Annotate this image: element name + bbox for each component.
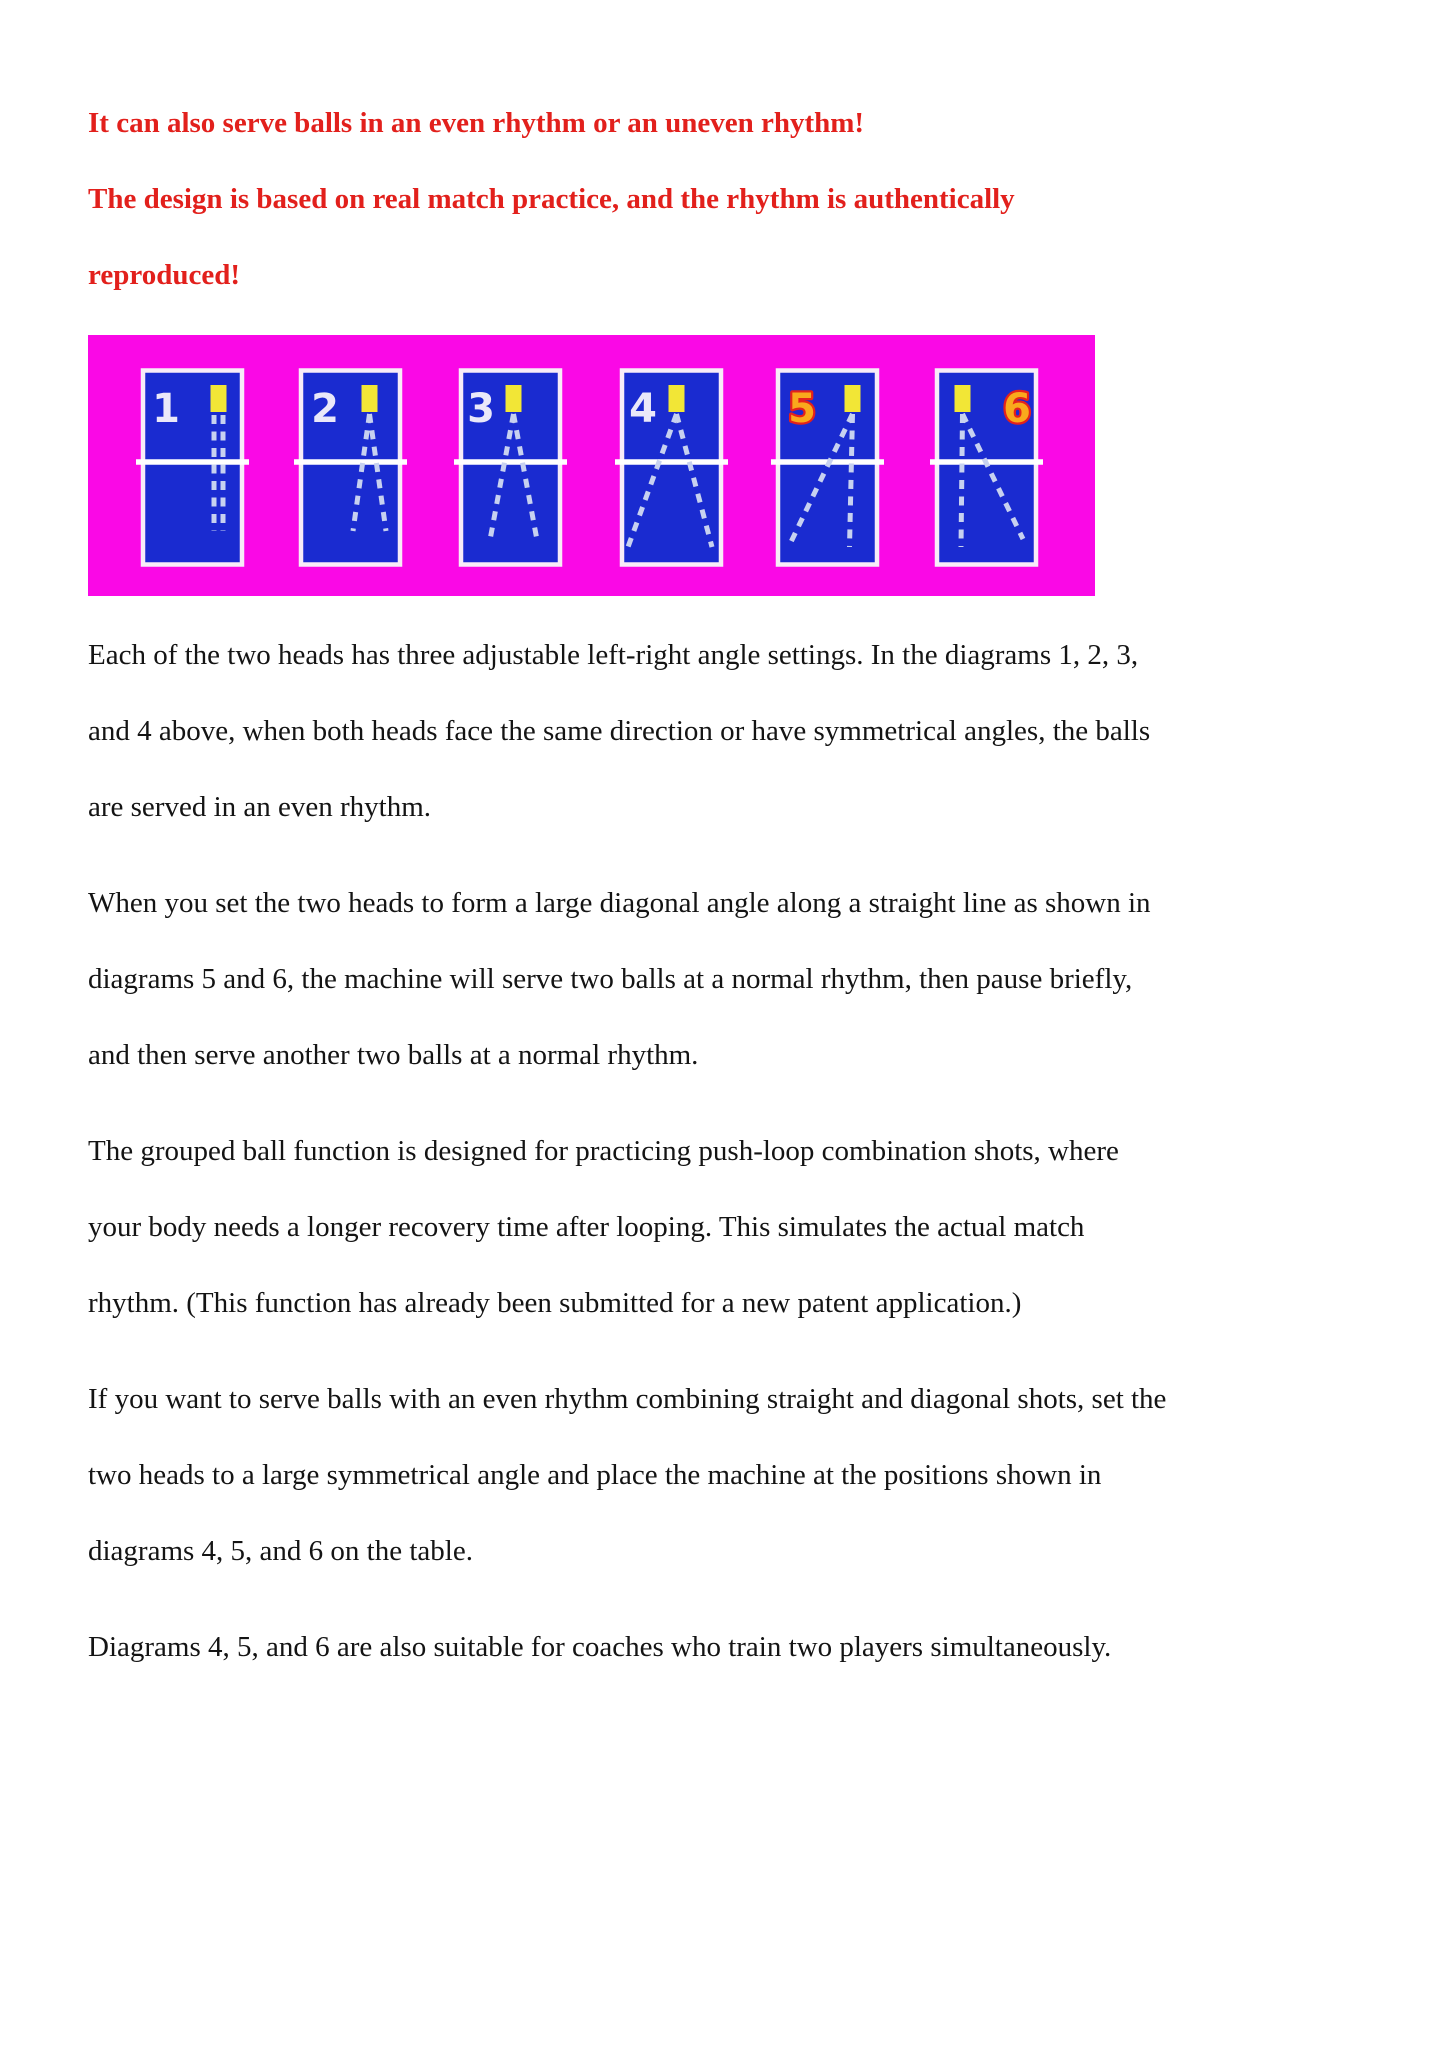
text-line: diagrams 4, 5, and 6 on the table. <box>88 1535 473 1567</box>
intro-heading <box>88 85 1445 313</box>
body-paragraph-4 <box>88 1361 1445 1589</box>
body-paragraph-3 <box>88 1113 1445 1341</box>
machine-marker <box>669 385 685 412</box>
text-line: reproduced! <box>88 259 240 291</box>
text-line: The grouped ball function is designed for practicing push-loop combination shots, where <box>88 1135 1119 1167</box>
text-line: your body needs a longer recovery time after looping. This simulates the actual match <box>88 1211 1085 1243</box>
serve-diagram-1 <box>136 368 249 567</box>
machine-marker <box>955 385 971 412</box>
machine-marker <box>506 385 522 412</box>
serve-diagram-6 <box>930 368 1043 567</box>
serve-pattern-figure <box>88 335 1095 596</box>
text-line: and 4 above, when both heads face the same direction or have symmetrical angles, the balls <box>88 715 1151 747</box>
heading-paragraph-1 <box>88 85 1445 161</box>
text-line: two heads to a large symmetrical angle and place the machine at the positions shown in <box>88 1459 1102 1491</box>
body-paragraph-2 <box>88 865 1445 1093</box>
serve-diagram-5 <box>771 368 884 567</box>
serve-diagram-4 <box>615 368 728 567</box>
machine-marker <box>211 385 227 412</box>
machine-marker <box>362 385 378 412</box>
body-paragraph-5 <box>88 1609 1445 1685</box>
text-line: diagrams 5 and 6, the machine will serve two balls at a normal rhythm, then pause briefly, <box>88 963 1133 995</box>
text-line: rhythm. (This function has already been submitted for a new patent application.) <box>88 1287 1022 1319</box>
text-line: Each of the two heads has three adjustable left-right angle settings. In the diagrams 1, 2, 3, <box>88 639 1139 671</box>
text-line: The design is based on real match practice, and the rhythm is authentically <box>88 183 1015 215</box>
diagram-number: 3 <box>467 386 495 432</box>
body-text <box>88 617 1445 1685</box>
machine-marker <box>845 385 861 412</box>
text-line: Diagrams 4, 5, and 6 are also suitable for coaches who train two players simultaneously. <box>88 1631 1112 1663</box>
text-line: are served in an even rhythm. <box>88 791 432 823</box>
text-line: It can also serve balls in an even rhythm or an uneven rhythm! <box>88 107 865 139</box>
heading-paragraph-2 <box>88 161 1445 313</box>
diagram-number: 6 <box>1003 386 1031 432</box>
diagram-number: 2 <box>311 386 339 432</box>
serve-diagram-2 <box>294 368 407 567</box>
diagram-number: 1 <box>152 386 180 432</box>
text-line: When you set the two heads to form a large diagonal angle along a straight line as shown in <box>88 887 1151 919</box>
text-line: If you want to serve balls with an even rhythm combining straight and diagonal shots, set the <box>88 1383 1167 1415</box>
body-paragraph-1 <box>88 617 1445 845</box>
diagram-number: 5 <box>788 386 816 432</box>
serve-diagram-3 <box>454 368 567 567</box>
text-line: and then serve another two balls at a normal rhythm. <box>88 1039 699 1071</box>
diagram-number: 4 <box>629 386 657 432</box>
